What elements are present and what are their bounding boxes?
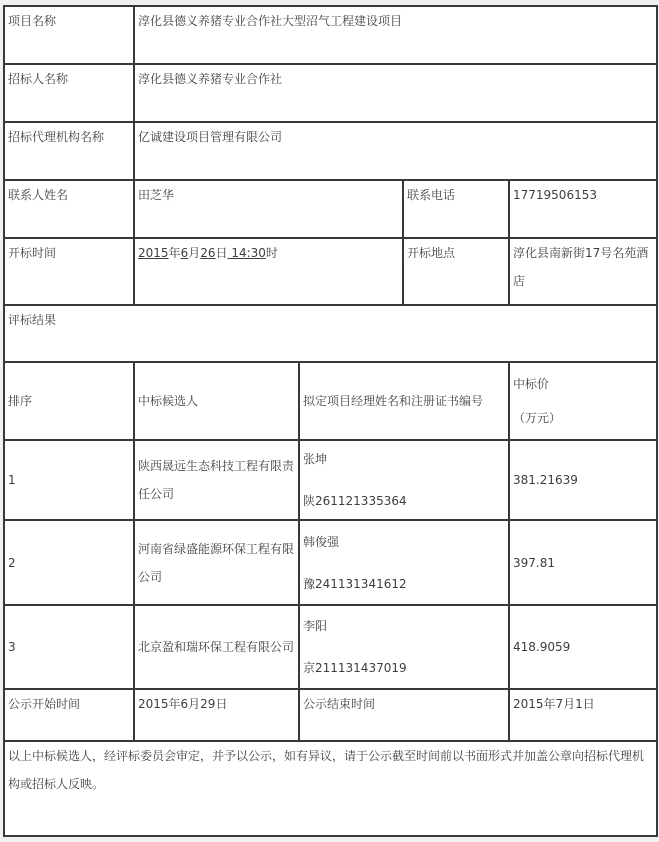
agency-row <box>4 122 657 180</box>
note-text: 以上中标候选人，经评标委员会审定，并予以公示，如有异议，请于公示截至时间前以书面形式并加盖公章向招标代理机构或招标人反映。 <box>4 741 657 836</box>
candidate-company: 河南省绿盛能源环保工程有限公司 <box>134 520 299 605</box>
project-name-row <box>4 6 657 64</box>
price-header-line1: 中标价 <box>513 377 550 391</box>
tenderee-value: 淳化县德义养猪专业合作社 <box>134 64 657 122</box>
publicity-row <box>4 689 657 741</box>
candidate-manager <box>299 605 509 689</box>
manager-cert: 京211131437019 <box>303 661 407 675</box>
evaluation-section-title: 评标结果 <box>4 305 657 362</box>
manager-header: 拟定项目经理姓名和注册证书编号 <box>299 362 509 440</box>
tenderee-row <box>4 64 657 122</box>
project-name-value: 淳化县德义养猪专业合作社大型沼气工程建设项目 <box>134 6 657 64</box>
candidate-rank: 2 <box>4 520 134 605</box>
opening-place-value: 淳化县南新街17号名苑酒店 <box>509 238 657 305</box>
opening-row <box>4 238 657 305</box>
evaluation-section-row <box>4 305 657 362</box>
candidate-row <box>4 520 657 605</box>
candidate-price: 397.81 <box>509 520 657 605</box>
manager-name: 张坤 <box>303 452 328 466</box>
manager-cert: 豫241131341612 <box>303 576 407 591</box>
candidate-rank: 1 <box>4 440 134 520</box>
tenderee-label: 招标人名称 <box>4 64 134 122</box>
contact-phone-value: 17719506153 <box>509 180 657 238</box>
candidate-rank: 3 <box>4 605 134 689</box>
price-header-line2: （万元） <box>513 411 562 425</box>
note-row <box>4 741 657 836</box>
publicity-end-value: 2015年7月1日 <box>509 689 657 741</box>
publicity-end-label: 公示结束时间 <box>299 689 509 741</box>
candidate-company: 北京盈和瑞环保工程有限公司 <box>134 605 299 689</box>
contact-row <box>4 180 657 238</box>
contact-phone-label: 联系电话 <box>403 180 509 238</box>
bid-announcement-table <box>3 5 658 837</box>
price-header <box>509 362 657 440</box>
agency-label: 招标代理机构名称 <box>4 122 134 180</box>
opening-time-label: 开标时间 <box>4 238 134 305</box>
candidate-price: 418.9059 <box>509 605 657 689</box>
candidate-row <box>4 605 657 689</box>
candidate-manager <box>299 520 509 605</box>
agency-value: 亿诚建设项目管理有限公司 <box>134 122 657 180</box>
rank-header: 排序 <box>4 362 134 440</box>
contact-name-value: 田芝华 <box>134 180 403 238</box>
opening-place-label: 开标地点 <box>403 238 509 305</box>
publicity-start-value: 2015年6月29日 <box>134 689 299 741</box>
manager-name: 李阳 <box>303 619 328 633</box>
candidate-manager <box>299 440 509 520</box>
contact-name-label: 联系人姓名 <box>4 180 134 238</box>
opening-time-value: 2015年6月26日 14:30时 <box>134 238 403 305</box>
manager-cert: 陕261121335364 <box>303 494 407 508</box>
publicity-start-label: 公示开始时间 <box>4 689 134 741</box>
candidate-row <box>4 440 657 520</box>
candidate-price: 381.21639 <box>509 440 657 520</box>
candidates-header-row <box>4 362 657 440</box>
candidate-company: 陕西晟远生态科技工程有限责任公司 <box>134 440 299 520</box>
company-header: 中标候选人 <box>134 362 299 440</box>
manager-name: 韩俊强 <box>303 534 340 549</box>
project-name-label: 项目名称 <box>4 6 134 64</box>
